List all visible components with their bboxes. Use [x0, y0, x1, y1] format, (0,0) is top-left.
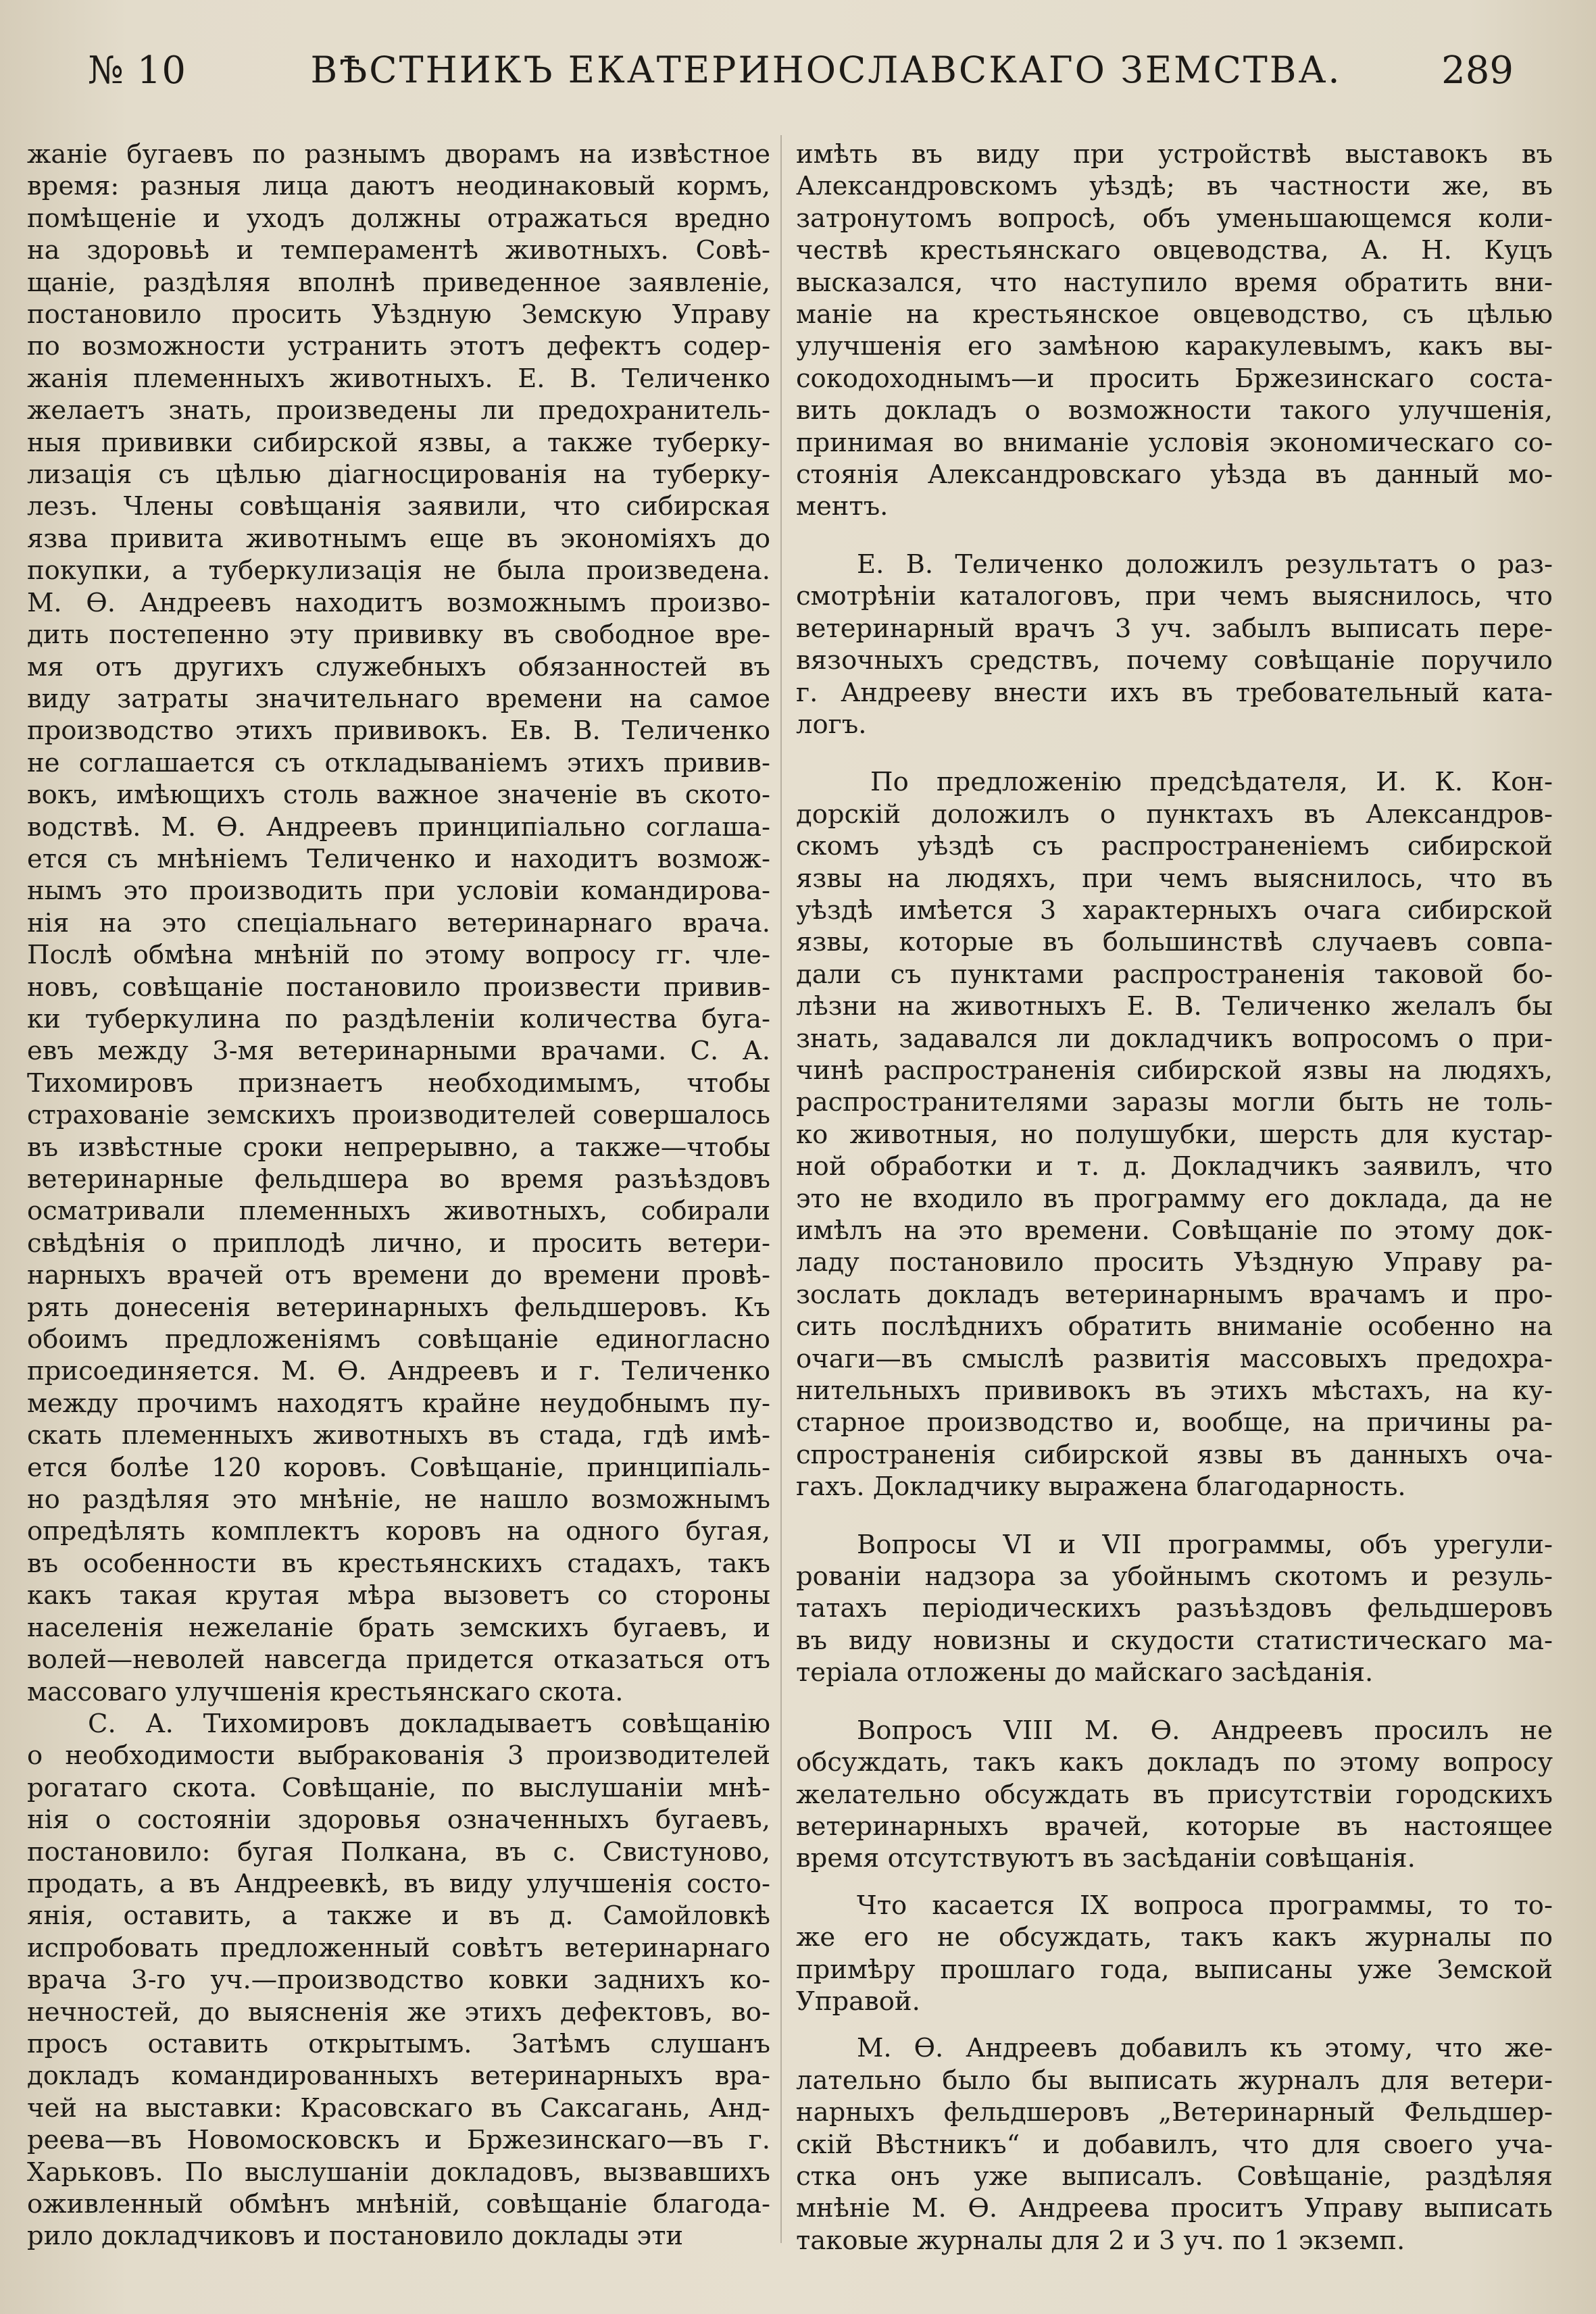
text-line: помѣщеніе и уходъ должны отражаться вредно: [27, 203, 770, 234]
text-line: покупки, а туберкулизація не была произведена.: [27, 555, 770, 586]
page-number: 289: [1441, 49, 1514, 93]
text-line: вязочныхъ средствъ, почему совѣщаніе поручило: [796, 645, 1553, 676]
text-line: уѣздѣ имѣется 3 характерныхъ очага сибирской: [796, 895, 1553, 926]
text-line: вокъ, имѣющихъ столь важное значеніе въ ското-: [27, 780, 770, 811]
text-line: оживленный обмѣнъ мнѣній, совѣщаніе благода-: [27, 2189, 770, 2219]
text-line: рованіи надзора за убойнымъ скотомъ и резуль-: [796, 1561, 1553, 1592]
text-line: ладу постановило просить Уѣздную Управу ра-: [796, 1247, 1553, 1278]
paragraph: [27, 1708, 770, 2253]
text-line: продать, а въ Андреевкѣ, въ виду улучшенія состо-: [27, 1868, 770, 1899]
text-line: М. Ѳ. Андреевъ находитъ возможнымъ произво-: [27, 587, 770, 618]
text-line: новъ, совѣщаніе постановило произвести привив-: [27, 972, 770, 1003]
text-line: постановило просить Уѣздную Земскую Управу: [27, 299, 770, 330]
paragraph: [796, 1890, 1553, 2018]
text-line: сить послѣднихъ обратить вниманіе особенно на: [796, 1311, 1553, 1342]
text-line: Вопросы VI и VII программы, объ урегули-: [857, 1529, 1553, 1560]
text-line: чей на выставки: Красовскаго въ Саксагань, Анд-: [27, 2092, 770, 2123]
text-line: ется болѣе 120 коровъ. Совѣщаніе, принципіаль-: [27, 1452, 770, 1483]
text-line: дали съ пунктами распространенія таковой бо-: [796, 959, 1553, 990]
text-line: Управой.: [796, 1986, 920, 2017]
text-line: ки туберкулина по раздѣленіи количества буга-: [27, 1003, 770, 1034]
text-line: щаніе, раздѣляя вполнѣ приведенное заявленіе,: [27, 267, 770, 298]
text-line: Е. В. Теличенко доложилъ результатъ о раз-: [857, 549, 1553, 580]
text-line: имѣть въ виду при устройствѣ выставокъ въ: [796, 139, 1553, 170]
text-line: г. Андрееву внести ихъ въ требовательный ката-: [796, 677, 1553, 708]
text-line: принимая во вниманіе условія экономическаго со-: [796, 427, 1553, 458]
text-line: гахъ. Докладчику выражена благодарность.: [796, 1472, 1406, 1503]
text-line: язвы, которые въ большинствѣ случаевъ совпа-: [796, 927, 1553, 958]
paragraph-gap: [796, 1875, 1553, 1890]
text-line: высказался, что наступило время обратить вни-: [796, 267, 1553, 298]
paragraph: [796, 1529, 1553, 1689]
text-line: по возможности устранить этотъ дефектъ содер-: [27, 331, 770, 362]
text-line: мя отъ другихъ служебныхъ обязанностей въ: [27, 651, 770, 682]
text-line: скать племенныхъ животныхъ въ стада, гдѣ имѣ-: [27, 1420, 770, 1451]
text-line: время отсутствуютъ въ засѣданіи совѣщанія.: [796, 1843, 1416, 1874]
text-line: реева—въ Новомосковскъ и Бржезинскаго—въ г.: [27, 2125, 770, 2156]
text-line: нія на это спеціальнаго ветеринарнаго врача.: [27, 907, 770, 938]
text-line: спространенія сибирской язвы въ данныхъ оча-: [796, 1439, 1553, 1470]
text-line: населенія нежеланіе брать земскихъ бугаевъ, и: [27, 1612, 770, 1643]
text-line: какъ такая крутая мѣра вызоветъ со стороны: [27, 1580, 770, 1611]
text-line: нарныхъ врачей отъ времени до времени провѣ-: [27, 1260, 770, 1291]
text-line: распространителями заразы могли быть не толь-: [796, 1087, 1553, 1118]
text-line: Что касается IX вопроса программы, то то-: [857, 1890, 1553, 1921]
text-line: татахъ періодическихъ разъѣздовъ фельдшеровъ: [796, 1593, 1553, 1624]
text-line: ко животныя, но полушубки, шерсть для кустар-: [796, 1119, 1553, 1150]
text-line: рило докладчиковъ и постановило доклады эти: [27, 2221, 684, 2252]
text-line: виду затраты значительнаго времени на самое: [27, 683, 770, 714]
paragraph: [796, 549, 1553, 740]
text-line: стоянія Александровскаго уѣзда въ данный мо-: [796, 459, 1553, 491]
journal-title: ВѢСТНИКЪ ЕКАТЕРИНОСЛАВСКАГО ЗЕМСТВА.: [310, 49, 1342, 91]
text-line: затронутомъ вопросѣ, объ уменьшающемся коли-: [796, 203, 1553, 234]
paragraph: [796, 766, 1553, 1503]
text-line: волей—неволей навсегда придется отказаться отъ: [27, 1644, 770, 1676]
text-line: нымъ это производить при условіи командирова-: [27, 876, 770, 907]
text-line: жаніе бугаевъ по разнымъ дворамъ на извѣстное: [27, 139, 770, 170]
text-line: водствѣ. М. Ѳ. Андреевъ принципіально соглаша-: [27, 811, 770, 842]
text-line: страхованіе земскихъ производителей совершалось: [27, 1100, 770, 1131]
text-line: очаги—въ смыслѣ развитія массовыхъ предохра-: [796, 1343, 1553, 1374]
text-line: время: разныя лица даютъ неодинаковый кормъ,: [27, 171, 770, 202]
paragraph-gap: [796, 1503, 1553, 1529]
text-line: маніе на крестьянское овцеводство, съ цѣлью: [796, 299, 1553, 330]
issue-number: № 10: [88, 49, 187, 93]
text-line: же его не обсуждать, такъ какъ журналы по: [796, 1922, 1553, 1953]
text-line: стка онъ уже выписалъ. Совѣщаніе, раздѣляя: [796, 2161, 1553, 2192]
text-line: лизація съ цѣлью діагносцированія на туберку-: [27, 459, 770, 491]
text-line: чествѣ крестьянскаго овцеводства, А. Н. Куцъ: [796, 235, 1553, 266]
text-line: вить докладъ о возможности такого улучшенія,: [796, 395, 1553, 426]
paragraph-gap: [796, 2017, 1553, 2032]
text-line: на здоровьѣ и темпераментѣ животныхъ. Совѣ-: [27, 235, 770, 266]
text-line: чинѣ распространенія сибирской язвы на людяхъ,: [796, 1055, 1553, 1086]
text-line: смотрѣніи каталоговъ, при чемъ выяснилось, что: [796, 581, 1553, 612]
text-line: Александровскомъ уѣздѣ; въ частности же, въ: [796, 171, 1553, 202]
paragraph: [27, 139, 770, 1708]
text-line: Тихомировъ признаетъ необходимымъ, чтобы: [27, 1067, 770, 1099]
text-line: язвы на людяхъ, при чемъ выяснилось, что въ: [796, 863, 1553, 894]
text-line: между прочимъ находятъ крайне неудобнымъ пу-: [27, 1388, 770, 1419]
text-line: зослать докладъ ветеринарнымъ врачамъ и про-: [796, 1279, 1553, 1310]
text-line: С. А. Тихомировъ докладываетъ совѣщанію: [88, 1708, 770, 1739]
paragraph: [796, 1715, 1553, 1875]
text-line: въ особенности въ крестьянскихъ стадахъ, такъ: [27, 1548, 770, 1579]
text-line: массоваго улучшенія крестьянскаго скота.: [27, 1676, 624, 1707]
text-line: желаетъ знать, произведены ли предохранитель-: [27, 395, 770, 426]
text-line: имѣлъ на это времени. Совѣщаніе по этому док-: [796, 1215, 1553, 1246]
text-line: осматривали племенныхъ животныхъ, собирали: [27, 1196, 770, 1227]
text-line: ветеринарные фельдшера во время разъѣздовъ: [27, 1164, 770, 1194]
text-line: улучшенія его замѣною каракулевымъ, какъ вы-: [796, 331, 1553, 362]
text-line: сокодоходнымъ—и просить Бржезинскаго соста-: [796, 363, 1553, 394]
text-line: свѣдѣнія о приплодѣ лично, и просить ветери-: [27, 1228, 770, 1259]
text-line: примѣру прошлаго года, выписаны уже Земской: [796, 1954, 1553, 1985]
paragraph: [796, 2032, 1553, 2257]
text-line: врача 3-го уч.—производство ковки заднихъ ко-: [27, 1965, 770, 1996]
text-line: опредѣлять комплектъ коровъ на одного бугая,: [27, 1516, 770, 1547]
text-line: М. Ѳ. Андреевъ добавилъ къ этому, что же-: [857, 2033, 1553, 2064]
text-line: язва привита животнымъ еще въ экономіяхъ до: [27, 523, 770, 554]
text-line: ныя прививки сибирской язвы, а также туберку-: [27, 427, 770, 458]
text-line: знать, задавался ли докладчикъ вопросомъ о при-: [796, 1023, 1553, 1054]
paragraph: [796, 139, 1553, 523]
text-line: просъ оставить открытымъ. Затѣмъ слушанъ: [27, 2028, 770, 2059]
text-line: Харьковъ. По выслушаніи докладовъ, вызвавшихъ: [27, 2157, 770, 2188]
text-line: желательно обсуждать въ присутствіи городскихъ: [796, 1779, 1553, 1810]
text-line: скомъ уѣздѣ съ распространеніемъ сибирской: [796, 831, 1553, 862]
text-line: нія о состояніи здоровья означенныхъ бугаевъ,: [27, 1805, 770, 1836]
text-line: въ извѣстные сроки непрерывно, а также—чтобы: [27, 1132, 770, 1163]
text-line: теріала отложены до майскаго засѣданія.: [796, 1657, 1374, 1688]
text-line: лѣзни на животныхъ Е. В. Теличенко желалъ бы: [796, 991, 1553, 1022]
text-line: дорскій доложилъ о пунктахъ въ Александров-: [796, 799, 1553, 830]
text-line: лезъ. Члены совѣщанія заявили, что сибирская: [27, 491, 770, 522]
text-line: ется съ мнѣніемъ Теличенко и находитъ возмож-: [27, 843, 770, 874]
text-line: въ виду новизны и скудости статистическаго ма-: [796, 1625, 1553, 1656]
text-line: Вопросъ VIII М. Ѳ. Андреевъ просилъ не: [857, 1715, 1553, 1746]
text-line: скій Вѣстникъ“ и добавилъ, что для своего уча-: [796, 2129, 1553, 2160]
paragraph-gap: [796, 740, 1553, 766]
text-line: ментъ.: [796, 491, 889, 522]
text-line: нечностей, до выясненія же этихъ дефектовъ, во-: [27, 1996, 770, 2028]
text-line: логъ.: [796, 709, 867, 740]
text-line: испробовать предложенный совѣтъ ветеринарнаго: [27, 1932, 770, 1963]
text-line: но раздѣляя это мнѣніе, не нашло возможнымъ: [27, 1484, 770, 1515]
text-line: ветеринарный врачъ 3 уч. забылъ выписать пере-: [796, 613, 1553, 644]
left-column: [27, 139, 770, 2253]
right-column: [796, 139, 1553, 2257]
text-line: По предложенію предсѣдателя, И. К. Кон-: [870, 767, 1553, 798]
text-line: это не входило въ программу его доклада, да не: [796, 1183, 1553, 1214]
text-line: рогатаго скота. Совѣщаніе, по выслушаніи мнѣ-: [27, 1772, 770, 1803]
text-line: постановило: бугая Полкана, въ с. Свистуново,: [27, 1836, 770, 1867]
page-header: [88, 49, 1514, 103]
text-line: нарныхъ фельдшеровъ „Ветеринарный Фельдшер-: [796, 2097, 1553, 2128]
text-line: старное производство и, вообще, на причины ра-: [796, 1407, 1553, 1438]
text-line: рять донесенія ветеринарныхъ фельдшеровъ. Къ: [27, 1292, 770, 1323]
paragraph-gap: [796, 1689, 1553, 1715]
text-line: обоимъ предложеніямъ совѣщаніе единогласно: [27, 1324, 770, 1355]
text-line: о необходимости выбракованія 3 производителей: [27, 1740, 770, 1771]
paragraph-gap: [796, 523, 1553, 549]
text-line: жанія племенныхъ животныхъ. Е. В. Теличенко: [27, 363, 770, 394]
text-line: Послѣ обмѣна мнѣній по этому вопросу гг. чле-: [27, 940, 770, 971]
text-line: не соглашается съ откладываніемъ этихъ привив-: [27, 747, 770, 778]
text-line: обсуждать, такъ какъ докладъ по этому вопросу: [796, 1747, 1553, 1778]
text-line: ветеринарныхъ врачей, которые въ настоящее: [796, 1811, 1553, 1842]
text-line: дить постепенно эту прививку въ свободное вре-: [27, 620, 770, 651]
text-line: нительныхъ прививокъ въ этихъ мѣстахъ, на ку-: [796, 1376, 1553, 1407]
text-line: докладъ командированныхъ ветеринарныхъ вра-: [27, 2061, 770, 2092]
text-line: ной обработки и т. д. Докладчикъ заявилъ, что: [796, 1151, 1553, 1182]
text-line: таковые журналы для 2 и 3 уч. по 1 экземп.: [796, 2225, 1405, 2256]
text-line: лательно было бы выписать журналъ для ветери-: [796, 2065, 1553, 2096]
text-line: евъ между 3-мя ветеринарными врачами. С. А.: [27, 1036, 770, 1067]
text-line: янія, оставить, а также и въ д. Самойловкѣ: [27, 1901, 770, 1932]
column-divider: [780, 135, 782, 2243]
text-line: производство этихъ прививокъ. Ев. В. Теличенко: [27, 715, 770, 747]
text-line: мнѣніе М. Ѳ. Андреева проситъ Управу выписать: [796, 2193, 1553, 2224]
text-line: присоединяется. М. Ѳ. Андреевъ и г. Теличенко: [27, 1356, 770, 1387]
